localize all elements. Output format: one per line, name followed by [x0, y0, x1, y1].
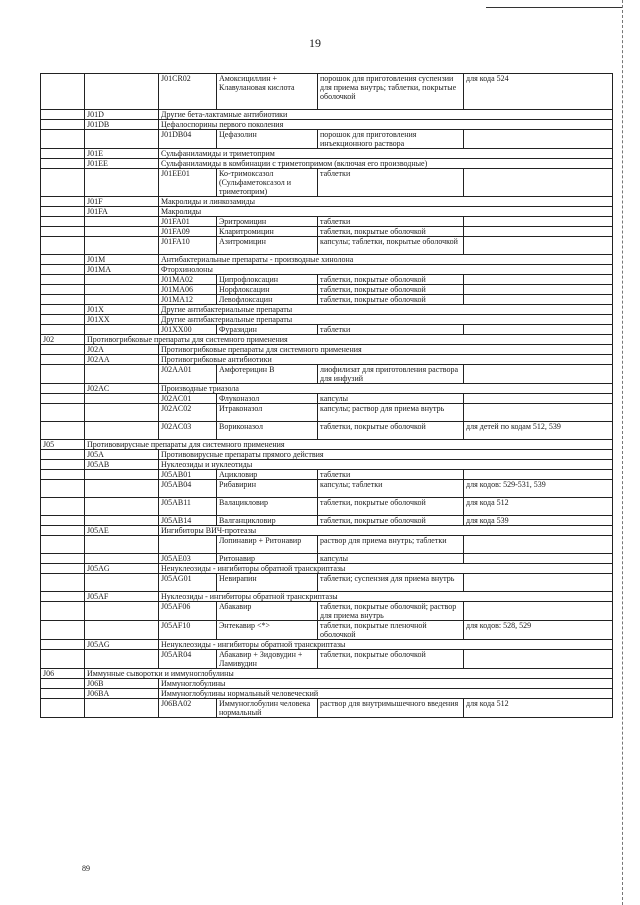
cell-code: J05AR04: [159, 650, 217, 669]
cell-group: J05: [41, 440, 85, 450]
cell-name: Ацикловир: [217, 470, 318, 480]
table-row: [41, 650, 613, 669]
table-row: [41, 384, 613, 394]
cell-group: [41, 650, 85, 669]
cell-note: [464, 130, 613, 149]
cell-code: J02AC02: [159, 404, 217, 422]
cell-subgroup: J02A: [85, 345, 159, 355]
cell-section-title: Иммунные сыворотки и иммуноглобулины: [85, 669, 613, 679]
table-row: [41, 365, 613, 384]
table-row: [41, 460, 613, 470]
cell-note: [464, 217, 613, 227]
cell-subgroup: [85, 295, 159, 305]
cell-name: Амфотерицин В: [217, 365, 318, 384]
cell-note: [464, 325, 613, 335]
cell-subgroup: [85, 365, 159, 384]
cell-group: [41, 450, 85, 460]
cell-group: [41, 130, 85, 149]
cell-section-title: Ингибиторы ВИЧ-протеазы: [159, 526, 613, 536]
table-row: [41, 699, 613, 718]
table-row: [41, 574, 613, 592]
cell-name: Лопинавир + Ритонавир: [217, 536, 318, 554]
cell-note: [464, 365, 613, 384]
cell-section-title: Ненуклеозиды - ингибиторы обратной транскриптазы: [159, 564, 613, 574]
cell-name: Невирапин: [217, 574, 318, 592]
cell-group: [41, 149, 85, 159]
table-row: [41, 169, 613, 197]
cell-subgroup: J01DB: [85, 120, 159, 130]
table-row: [41, 285, 613, 295]
cell-group: [41, 640, 85, 650]
cell-subgroup: [85, 227, 159, 237]
cell-note: для кода 524: [464, 74, 613, 110]
cell-section-title: Макролиды и линкозамиды: [159, 197, 613, 207]
drug-code-table: [40, 73, 613, 718]
cell-group: [41, 602, 85, 621]
cell-subgroup: [85, 516, 159, 526]
cell-subgroup: [85, 275, 159, 285]
cell-section-title: Ненуклеозиды - ингибиторы обратной транскриптазы: [159, 640, 613, 650]
cell-note: [464, 237, 613, 255]
cell-note: для кода 539: [464, 516, 613, 526]
table-row: [41, 526, 613, 536]
cell-subgroup: [85, 394, 159, 404]
cell-subgroup: [85, 480, 159, 498]
cell-form: таблетки, покрытые оболочкой: [318, 498, 464, 516]
cell-code: J01MA06: [159, 285, 217, 295]
cell-subgroup: J01F: [85, 197, 159, 207]
table-row: [41, 498, 613, 516]
cell-subgroup: J01X: [85, 305, 159, 315]
cell-form: таблетки, покрытые оболочкой: [318, 422, 464, 440]
table-row: [41, 295, 613, 305]
cell-code: J01XX00: [159, 325, 217, 335]
cell-name: Амоксициллин + Клавулановая кислота: [217, 74, 318, 110]
cell-form: порошок для приготовления инъекционного раствора: [318, 130, 464, 149]
cell-name: Абакавир: [217, 602, 318, 621]
cell-section-title: Иммуноглобулины нормальный человеческий: [159, 689, 613, 699]
cell-form: порошок для приготовления суспензии для приема внутрь; таблетки, покрытые оболочкой: [318, 74, 464, 110]
table-row: [41, 265, 613, 275]
cell-group: [41, 315, 85, 325]
cell-code: J05AB14: [159, 516, 217, 526]
cell-group: [41, 275, 85, 285]
cell-note: [464, 285, 613, 295]
cell-code: J01MA02: [159, 275, 217, 285]
cell-subgroup: J05A: [85, 450, 159, 460]
cell-form: раствор для приема внутрь; таблетки: [318, 536, 464, 554]
table-row: [41, 422, 613, 440]
cell-section-title: Противогрибковые препараты для системного применения: [85, 335, 613, 345]
footer-mark: 89: [82, 864, 90, 873]
cell-section-title: Фторхинолоны: [159, 265, 613, 275]
table-row: [41, 689, 613, 699]
cell-note: [464, 404, 613, 422]
cell-subgroup: J02AC: [85, 384, 159, 394]
cell-note: для кодов: 529-531, 539: [464, 480, 613, 498]
cell-name: Ко-тримоксазол (Сульфаметоксазол и триметоприм): [217, 169, 318, 197]
cell-section-title: Иммуноглобулины: [159, 679, 613, 689]
cell-note: для кодов: 528, 529: [464, 621, 613, 640]
cell-group: J06: [41, 669, 85, 679]
cell-subgroup: [85, 325, 159, 335]
cell-group: [41, 460, 85, 470]
cell-group: [41, 564, 85, 574]
cell-note: [464, 227, 613, 237]
cell-group: [41, 110, 85, 120]
cell-code: J01FA10: [159, 237, 217, 255]
cell-name: Норфлоксацин: [217, 285, 318, 295]
cell-subgroup: [85, 554, 159, 564]
table-row: [41, 149, 613, 159]
cell-section-title: Другие бета-лактамные антибиотики: [159, 110, 613, 120]
cell-form: капсулы; раствор для приема внутрь: [318, 404, 464, 422]
table-row: [41, 345, 613, 355]
table-row: [41, 640, 613, 650]
cell-name: Фуразидин: [217, 325, 318, 335]
cell-section-title: Сульфаниламиды в комбинации с триметопримом (включая его производные): [159, 159, 613, 169]
cell-subgroup: [85, 574, 159, 592]
cell-code: J02AA01: [159, 365, 217, 384]
table-row: [41, 305, 613, 315]
table-row: [41, 237, 613, 255]
table-row: [41, 480, 613, 498]
cell-section-title: Другие антибактериальные препараты: [159, 315, 613, 325]
cell-name: Цефазолин: [217, 130, 318, 149]
table-row: [41, 217, 613, 227]
table-row: [41, 669, 613, 679]
cell-subgroup: [85, 602, 159, 621]
cell-group: [41, 325, 85, 335]
cell-name: Рибавирин: [217, 480, 318, 498]
cell-form: таблетки, покрытые оболочкой: [318, 275, 464, 285]
cell-subgroup: J01M: [85, 255, 159, 265]
table-row: [41, 325, 613, 335]
cell-subgroup: [85, 699, 159, 718]
table-row: [41, 536, 613, 554]
cell-section-title: Производные триазола: [159, 384, 613, 394]
cell-subgroup: J05AG: [85, 640, 159, 650]
cell-note: [464, 650, 613, 669]
cell-name: Абакавир + Зидовудин + Ламивудин: [217, 650, 318, 669]
cell-note: [464, 602, 613, 621]
cell-group: [41, 394, 85, 404]
cell-form: таблетки, покрытые оболочкой: [318, 295, 464, 305]
cell-form: таблетки: [318, 169, 464, 197]
table-row: [41, 197, 613, 207]
cell-form: таблетки, покрытые оболочкой: [318, 285, 464, 295]
cell-group: [41, 305, 85, 315]
cell-code: J02AC03: [159, 422, 217, 440]
cell-name: Кларитромицин: [217, 227, 318, 237]
cell-form: таблетки: [318, 470, 464, 480]
cell-name: Валганцикловир: [217, 516, 318, 526]
cell-subgroup: J01XX: [85, 315, 159, 325]
cell-subgroup: J01MA: [85, 265, 159, 275]
cell-group: [41, 689, 85, 699]
cell-name: Азитромицин: [217, 237, 318, 255]
cell-subgroup: J05AE: [85, 526, 159, 536]
cell-note: для детей по кодам 512, 539: [464, 422, 613, 440]
cell-note: [464, 295, 613, 305]
cell-form: таблетки: [318, 217, 464, 227]
cell-group: J02: [41, 335, 85, 345]
cell-group: [41, 217, 85, 227]
page-edge-line: [622, 0, 623, 905]
cell-name: Левофлоксацин: [217, 295, 318, 305]
cell-group: [41, 384, 85, 394]
cell-form: лиофилизат для приготовления раствора для инфузий: [318, 365, 464, 384]
cell-form: капсулы; таблетки: [318, 480, 464, 498]
table-row: [41, 554, 613, 564]
cell-section-title: Другие антибактериальные препараты: [159, 305, 613, 315]
cell-code: J05AB01: [159, 470, 217, 480]
cell-form: капсулы: [318, 394, 464, 404]
cell-subgroup: [85, 650, 159, 669]
cell-group: [41, 285, 85, 295]
cell-section-title: Нуклеозиды и нуклеотиды: [159, 460, 613, 470]
cell-group: [41, 536, 85, 554]
cell-name: Флуконазол: [217, 394, 318, 404]
cell-subgroup: J05AG: [85, 564, 159, 574]
page-number: 19: [309, 36, 321, 50]
cell-note: [464, 554, 613, 564]
cell-subgroup: [85, 130, 159, 149]
table-row: [41, 335, 613, 345]
cell-subgroup: J01E: [85, 149, 159, 159]
cell-subgroup: [85, 74, 159, 110]
cell-group: [41, 265, 85, 275]
cell-code: J05AG01: [159, 574, 217, 592]
cell-group: [41, 120, 85, 130]
cell-subgroup: [85, 285, 159, 295]
cell-code: J05AB11: [159, 498, 217, 516]
cell-name: Вориконазол: [217, 422, 318, 440]
cell-code: J01FA09: [159, 227, 217, 237]
table-row: [41, 130, 613, 149]
table-row: [41, 159, 613, 169]
cell-code: J01MA12: [159, 295, 217, 305]
cell-subgroup: [85, 404, 159, 422]
table-row: [41, 74, 613, 110]
cell-note: для кода 512: [464, 699, 613, 718]
cell-subgroup: J02AA: [85, 355, 159, 365]
cell-group: [41, 526, 85, 536]
cell-form: капсулы; таблетки, покрытые оболочкой: [318, 237, 464, 255]
cell-section-title: Противогрибковые препараты для системного применения: [159, 345, 613, 355]
table-row: [41, 621, 613, 640]
cell-subgroup: J05AB: [85, 460, 159, 470]
cell-name: Итраконазол: [217, 404, 318, 422]
cell-subgroup: [85, 470, 159, 480]
cell-subgroup: J06B: [85, 679, 159, 689]
cell-group: [41, 295, 85, 305]
cell-section-title: Макролиды: [159, 207, 613, 217]
top-edge-line: [486, 7, 622, 8]
cell-note: [464, 470, 613, 480]
cell-form: таблетки, покрытые оболочкой: [318, 650, 464, 669]
table-row: [41, 255, 613, 265]
cell-section-title: Противовирусные препараты для системного применения: [85, 440, 613, 450]
cell-subgroup: [85, 536, 159, 554]
cell-form: таблетки; суспензия для приема внутрь: [318, 574, 464, 592]
cell-group: [41, 255, 85, 265]
cell-group: [41, 169, 85, 197]
cell-group: [41, 237, 85, 255]
cell-name: Ципрофлоксацин: [217, 275, 318, 285]
table-row: [41, 227, 613, 237]
table-row: [41, 207, 613, 217]
cell-group: [41, 207, 85, 217]
table-row: [41, 592, 613, 602]
cell-name: Валацикловир: [217, 498, 318, 516]
cell-group: [41, 679, 85, 689]
cell-group: [41, 422, 85, 440]
cell-section-title: Противовирусные препараты прямого действия: [159, 450, 613, 460]
cell-note: [464, 394, 613, 404]
cell-code: J05AE03: [159, 554, 217, 564]
cell-subgroup: J06BA: [85, 689, 159, 699]
table-row: [41, 110, 613, 120]
cell-subgroup: [85, 237, 159, 255]
cell-group: [41, 345, 85, 355]
cell-section-title: Сульфаниламиды и триметоприм: [159, 149, 613, 159]
cell-note: для кода 512: [464, 498, 613, 516]
table-row: [41, 679, 613, 689]
cell-code: J05AF06: [159, 602, 217, 621]
cell-subgroup: [85, 217, 159, 227]
table-row: [41, 120, 613, 130]
cell-code: J01EE01: [159, 169, 217, 197]
cell-code: J06BA02: [159, 699, 217, 718]
table-row: [41, 394, 613, 404]
cell-group: [41, 516, 85, 526]
cell-group: [41, 574, 85, 592]
cell-group: [41, 621, 85, 640]
cell-section-title: Антибактериальные препараты - производные хинолона: [159, 255, 613, 265]
cell-code: J05AB04: [159, 480, 217, 498]
cell-group: [41, 404, 85, 422]
cell-name: Энтекавир <*>: [217, 621, 318, 640]
cell-code: J01FA01: [159, 217, 217, 227]
cell-name: Иммуноглобулин человека нормальный: [217, 699, 318, 718]
cell-form: таблетки, покрытые оболочкой: [318, 516, 464, 526]
table-row: [41, 355, 613, 365]
cell-form: таблетки, покрытые пленочной оболочкой: [318, 621, 464, 640]
cell-subgroup: J01EE: [85, 159, 159, 169]
cell-code: J01DB04: [159, 130, 217, 149]
cell-code: [159, 536, 217, 554]
cell-note: [464, 275, 613, 285]
cell-subgroup: [85, 498, 159, 516]
cell-form: таблетки: [318, 325, 464, 335]
cell-note: [464, 536, 613, 554]
cell-code: J05AF10: [159, 621, 217, 640]
cell-group: [41, 699, 85, 718]
cell-group: [41, 355, 85, 365]
table-row: [41, 440, 613, 450]
table-row: [41, 516, 613, 526]
cell-group: [41, 480, 85, 498]
cell-group: [41, 227, 85, 237]
cell-group: [41, 554, 85, 564]
cell-subgroup: [85, 621, 159, 640]
table-body: [41, 74, 613, 718]
cell-code: J01CR02: [159, 74, 217, 110]
cell-form: капсулы: [318, 554, 464, 564]
cell-group: [41, 197, 85, 207]
cell-form: таблетки, покрытые оболочкой; раствор для приема внутрь: [318, 602, 464, 621]
cell-subgroup: [85, 422, 159, 440]
table-row: [41, 470, 613, 480]
cell-section-title: Цефалоспорины первого поколения: [159, 120, 613, 130]
cell-subgroup: J01D: [85, 110, 159, 120]
table-row: [41, 404, 613, 422]
cell-subgroup: J05AF: [85, 592, 159, 602]
cell-note: [464, 574, 613, 592]
table-row: [41, 564, 613, 574]
table-row: [41, 450, 613, 460]
cell-section-title: Нуклеозиды - ингибиторы обратной транскриптазы: [159, 592, 613, 602]
cell-group: [41, 498, 85, 516]
cell-note: [464, 169, 613, 197]
cell-subgroup: J01FA: [85, 207, 159, 217]
cell-name: Ритонавир: [217, 554, 318, 564]
table-row: [41, 275, 613, 285]
cell-code: J02AC01: [159, 394, 217, 404]
table-row: [41, 315, 613, 325]
cell-subgroup: [85, 169, 159, 197]
table-row: [41, 602, 613, 621]
cell-group: [41, 159, 85, 169]
cell-section-title: Противогрибковые антибиотики: [159, 355, 613, 365]
cell-group: [41, 470, 85, 480]
cell-form: таблетки, покрытые оболочкой: [318, 227, 464, 237]
cell-form: раствор для внутримышечного введения: [318, 699, 464, 718]
cell-name: Эритромицин: [217, 217, 318, 227]
cell-group: [41, 365, 85, 384]
cell-group: [41, 592, 85, 602]
cell-group: [41, 74, 85, 110]
